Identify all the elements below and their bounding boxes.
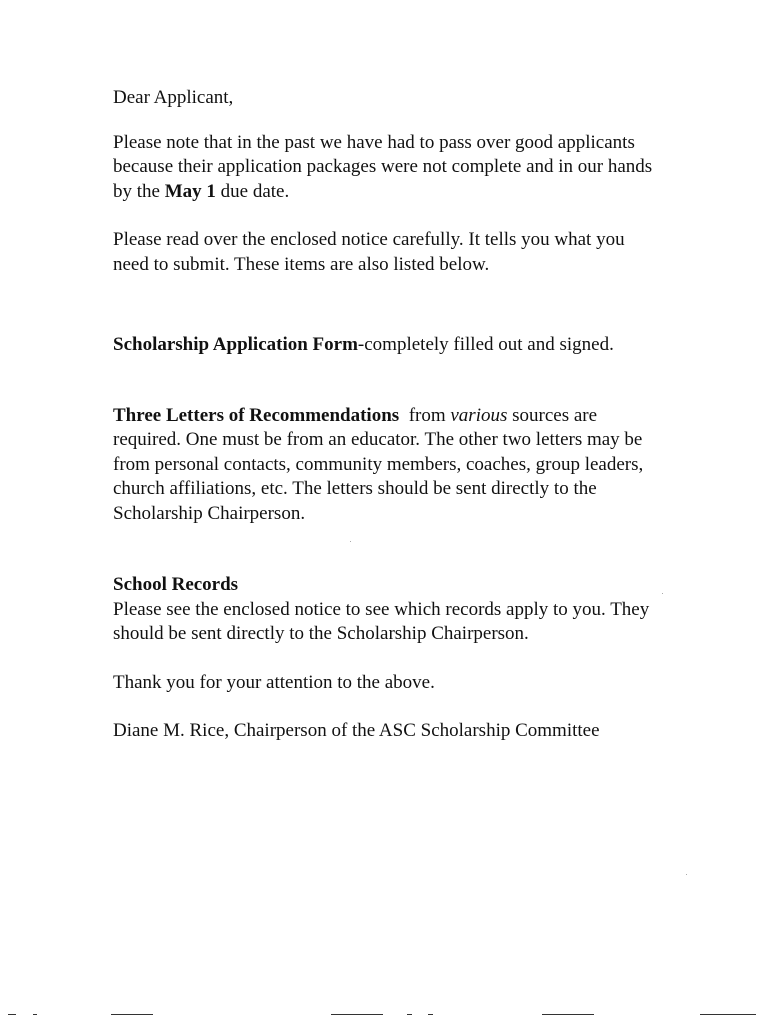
scan-mark [111,1014,153,1015]
scan-speck [350,541,351,542]
scan-mark [428,1014,433,1015]
item-recommendation-letters-text-start: from [399,404,451,426]
instructions-paragraph: Please read over the enclosed notice carefully. It tells you what you need to submit. These items are also listed below. [113,229,625,275]
intro-text-end: due date. [215,180,290,202]
item-recommendation-letters-heading: Three Letters of Recommendation [113,404,392,426]
scan-mark [700,1014,756,1015]
scan-mark [331,1014,383,1015]
due-date: May 1 [164,180,216,202]
scan-mark [8,1014,16,1015]
scan-mark [542,1014,594,1015]
scan-speck [662,593,663,594]
item-application-form-heading: Scholarship Application Form [113,334,358,355]
item-school-records [113,573,658,647]
item-recommendation-letters-text-end: sources are required. One must be from an educator. The other two letters may be from personal contacts, community members, coaches, group leaders, church affiliations, etc. The letters should be sent directly to the Scholarship Chairperson. [113,404,644,524]
item-school-records-heading: School Records [113,574,239,595]
scan-mark [33,1014,37,1015]
scan-speck [686,874,687,875]
item-school-records-text: Please see the enclosed notice to see which records apply to you. They should be sent directly to the Scholarship Chairperson. [113,598,650,644]
item-recommendation-letters-emphasis: various [450,404,508,426]
signature-line: Diane M. Rice, Chairperson of the ASC Scholarship Committee [113,720,600,741]
salutation: Dear Applicant, [113,87,234,108]
intro-paragraph [113,131,658,205]
closing-line: Thank you for your attention to the above. [113,671,435,693]
item-application-form [113,333,658,358]
item-recommendation-letters [113,404,658,527]
item-recommendation-letters-heading-suffix: s [391,404,400,426]
item-application-form-text: -completely filled out and signed. [357,334,614,355]
letter-body [113,86,658,744]
intro-text-start: Please note that in the past we have had to pass over good applicants because their application packages were not complete and in our hands by the [113,131,653,202]
scan-mark [407,1014,412,1015]
scan-edge-marks [0,1010,770,1020]
